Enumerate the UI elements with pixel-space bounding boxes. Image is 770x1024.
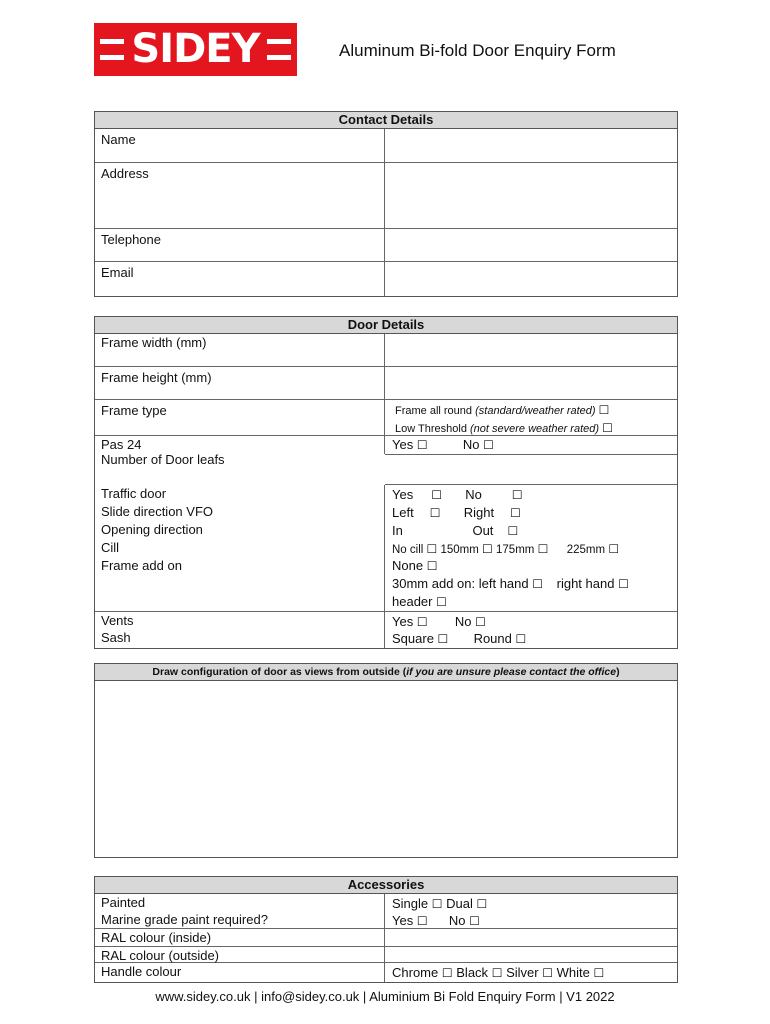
add-on-none-checkbox[interactable]: ☐ [426,559,438,573]
frame-height-field[interactable] [385,367,677,399]
frame-type-label: Frame type [95,400,385,435]
painted-single-label: Single [392,896,429,911]
number-of-leafs-label: Number of Door leafs [101,452,225,467]
slide-right-label: Right [463,505,495,520]
painted-dual-checkbox[interactable]: ☐ [476,897,488,911]
painted-row [95,894,677,911]
frame-all-round-checkbox[interactable]: ☐ [598,403,610,417]
contact-details-heading: Contact Details [95,112,677,129]
vents-row [95,611,677,629]
vents-options [385,612,677,629]
drawing-area[interactable] [95,681,677,857]
pas24-yes-checkbox[interactable]: ☐ [416,438,428,452]
drawing-heading-text: Draw configuration of door as views from outside ( [152,666,407,678]
ral-inside-label: RAL colour (inside) [95,929,385,946]
frame-all-round-label: Frame all round [395,405,473,417]
frame-width-label: Frame width (mm) [95,334,385,366]
sash-square-label: Square [392,631,434,646]
no-cill-checkbox[interactable]: ☐ [426,542,438,556]
handle-chrome-label: Chrome [392,965,439,980]
cill-175-label: 175mm [496,544,535,556]
sidey-logo [94,23,297,76]
handle-black-label: Black [456,965,489,980]
slide-left-checkbox[interactable]: ☐ [429,506,441,520]
frame-type-row [95,400,677,436]
marine-no-label: No [448,913,466,928]
cill-175-checkbox[interactable]: ☐ [537,542,549,556]
opening-out-label: Out [472,523,494,538]
vents-yes-checkbox[interactable]: ☐ [416,615,428,629]
slide-direction-label: Slide direction VFO [95,503,385,521]
ral-inside-field[interactable] [385,929,677,946]
frame-add-on-options [385,557,677,611]
frame-add-on-row [95,557,677,611]
cill-row [95,539,677,557]
traffic-door-label: Traffic door [95,485,385,503]
slide-right-checkbox[interactable]: ☐ [510,506,521,520]
handle-silver-label: Silver [506,965,539,980]
logo-text: SIDEY [131,26,260,72]
handle-options [385,963,677,982]
sash-label: Sash [95,629,385,648]
frame-height-label: Frame height (mm) [95,367,385,399]
cill-225-label: 225mm [566,544,606,556]
name-label: Name [95,129,385,162]
address-row [95,163,677,229]
sash-round-checkbox[interactable]: ☐ [515,632,527,646]
cill-options [385,539,677,557]
cill-150-label: 150mm [440,544,479,556]
pas24-no-label: No [462,437,480,452]
add-on-header-label: header [392,594,433,609]
telephone-row [95,229,677,262]
handle-white-label: White [556,965,590,980]
painted-options [385,894,677,911]
accessories-heading: Accessories [95,877,677,894]
frame-type-options [385,400,677,435]
no-cill-label: No cill [392,544,424,556]
opening-out-checkbox[interactable]: ☐ [507,524,519,538]
marine-yes-label: Yes [392,913,414,928]
ral-inside-row [95,929,677,946]
traffic-door-row [95,485,677,503]
address-field[interactable] [385,163,677,228]
traffic-yes-checkbox[interactable]: ☐ [431,488,442,502]
frame-width-field[interactable] [385,334,677,366]
vents-no-label: No [454,614,472,629]
low-threshold-checkbox[interactable]: ☐ [602,421,613,435]
frame-add-on-label: Frame add on [95,557,385,611]
door-details-heading: Door Details [95,317,677,334]
add-on-right-hand-label: right hand [556,576,615,591]
opening-in-label: In [392,523,403,538]
handle-white-checkbox[interactable]: ☐ [593,966,605,980]
handle-silver-checkbox[interactable]: ☐ [542,966,553,980]
drawing-heading-end: ) [616,666,620,678]
low-threshold-label: Low Threshold [395,423,467,435]
handle-label: Handle colour [95,963,385,982]
ral-outside-label: RAL colour (outside) [95,947,385,962]
vents-yes-label: Yes [392,614,414,629]
address-label: Address [95,163,385,228]
telephone-field[interactable] [385,229,677,261]
marine-no-checkbox[interactable]: ☐ [469,914,480,928]
handle-row [95,963,677,982]
email-label: Email [95,262,385,296]
vents-no-checkbox[interactable]: ☐ [475,615,486,629]
pas24-label: Pas 24 [95,436,385,454]
email-field[interactable] [385,262,677,296]
contact-details-section [94,111,678,297]
add-on-right-hand-checkbox[interactable]: ☐ [618,577,629,591]
pas24-no-checkbox[interactable]: ☐ [483,438,494,452]
pas24-options [385,436,677,454]
painted-single-checkbox[interactable]: ☐ [431,897,443,911]
slide-direction-row [95,503,677,521]
marine-options [385,911,677,928]
name-row [95,129,677,163]
marine-label: Marine grade paint required? [95,911,385,928]
slide-left-label: Left [392,505,414,520]
sash-row [95,629,677,648]
ral-outside-row [95,946,677,963]
door-details-section [94,316,678,649]
marine-row [95,911,677,929]
frame-height-row [95,367,677,400]
drawing-heading-note: if you are unsure please contact the office [406,666,617,678]
add-on-left-hand-checkbox[interactable]: ☐ [532,577,543,591]
slide-direction-options [385,503,677,521]
name-field[interactable] [385,129,677,162]
sash-square-checkbox[interactable]: ☐ [437,632,449,646]
telephone-label: Telephone [95,229,385,261]
painted-label: Painted [95,894,385,911]
frame-all-round-note: (standard/weather rated) [475,405,596,417]
opening-direction-label: Opening direction [95,521,385,539]
form-title: Aluminum Bi-fold Door Enquiry Form [339,41,616,60]
vents-label: Vents [95,612,385,629]
add-on-header-checkbox[interactable]: ☐ [436,595,447,609]
leafs-divider [385,454,677,485]
drawing-section [94,663,678,858]
cill-150-checkbox[interactable]: ☐ [482,542,493,556]
cill-225-checkbox[interactable]: ☐ [608,542,620,556]
drawing-heading [95,664,677,681]
sash-round-label: Round [473,631,512,646]
opening-direction-row [95,521,677,539]
accessories-section [94,876,678,983]
low-threshold-note: (not severe weather rated) [470,423,600,435]
page-footer: www.sidey.co.uk | info@sidey.co.uk | Aluminium Bi Fold Enquiry Form | V1 2022 [155,989,615,1004]
email-row [95,262,677,296]
handle-black-checkbox[interactable]: ☐ [491,966,503,980]
ral-outside-field[interactable] [385,947,677,962]
pas24-yes-label: Yes [392,437,414,452]
marine-yes-checkbox[interactable]: ☐ [416,914,428,928]
traffic-door-options [385,485,677,503]
cill-label: Cill [95,539,385,557]
add-on-left-hand-label: left hand [478,576,529,591]
add-on-none-label: None [392,558,424,573]
handle-chrome-checkbox[interactable]: ☐ [441,966,453,980]
traffic-yes-label: Yes [392,487,414,502]
opening-direction-options [385,521,677,539]
sash-options [385,629,677,648]
add-on-30-label: 30mm add on: [392,576,476,591]
frame-width-row [95,334,677,367]
painted-dual-label: Dual [446,896,473,911]
traffic-no-label: No [465,487,482,502]
traffic-no-checkbox[interactable]: ☐ [511,488,523,502]
